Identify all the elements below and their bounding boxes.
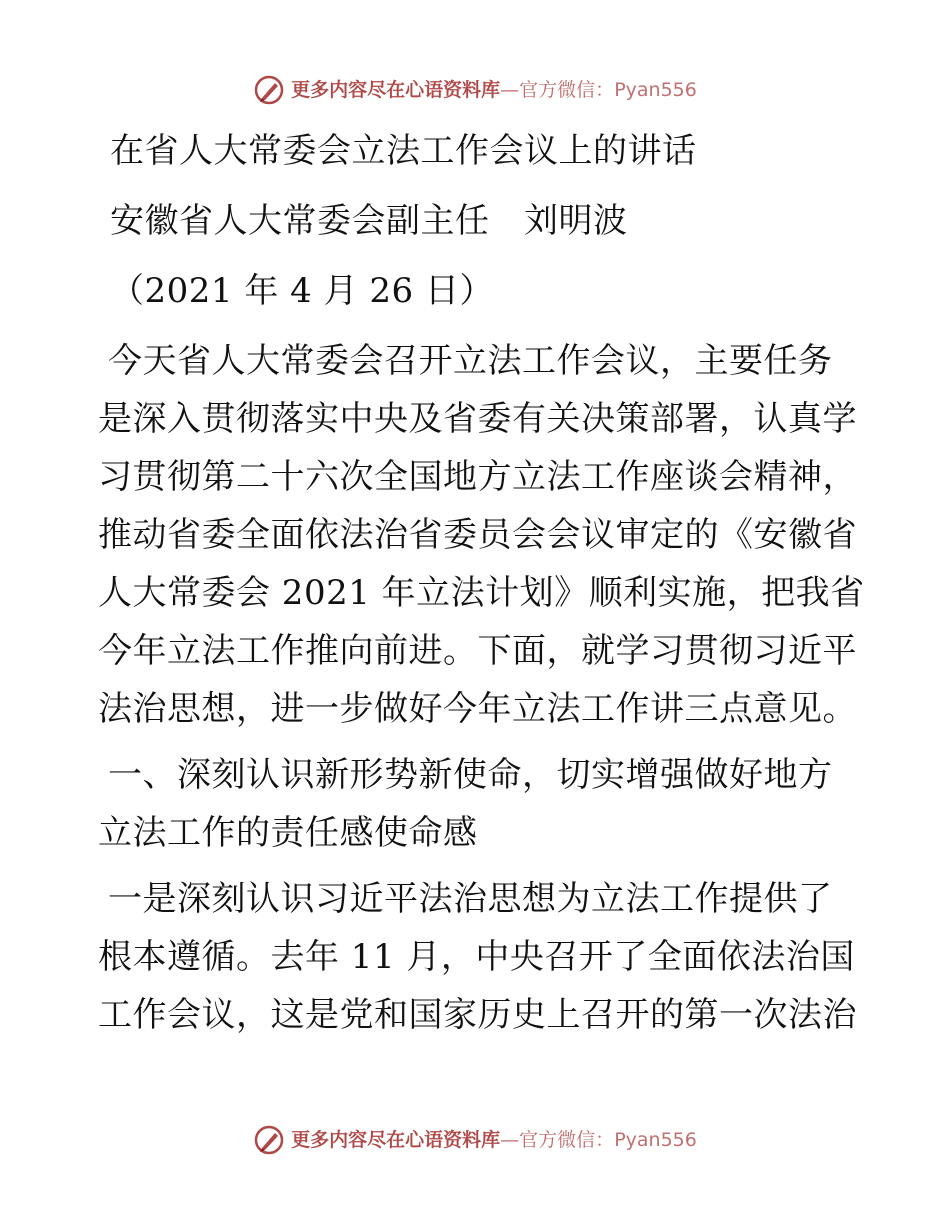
document-body (98, 122, 865, 1044)
pen-logo-icon (253, 74, 285, 106)
paragraph-line: 今年立法工作推向前进。下面，就学习贯彻习近平 (98, 631, 857, 671)
watermark-wechat-id: Pyan556 (614, 79, 697, 101)
paragraph-line: 推动省委全面依法治省委员会会议审定的《安徽省 (98, 515, 857, 555)
watermark-footer (0, 1124, 950, 1156)
watermark-text-head: 更多内容尽在心语资料库 (291, 79, 501, 101)
paragraph-line: 一是深刻认识习近平法治思想为立法工作提供了 (108, 879, 833, 919)
paragraph-line: 工作会议，这是党和国家历史上召开的第一次法治 (98, 995, 857, 1035)
watermark-wechat-id: Pyan556 (614, 1129, 697, 1151)
paragraph-line: 是深入贯彻落实中央及省委有关决策部署，认真学 (98, 399, 857, 439)
pen-logo-icon (253, 1124, 285, 1156)
watermark-header (0, 74, 950, 106)
paragraph-intro (98, 332, 865, 738)
paragraph-line: 今天省人大常委会召开立法工作会议，主要任务 (108, 341, 833, 381)
paragraph-line: 习贯彻第二十六次全国地方立法工作座谈会精神， (98, 457, 857, 497)
paragraph-line: 根本遵循。去年 11 月，中央召开了全面依法治国 (98, 937, 855, 977)
document-date: （2021 年 4 月 26 日） (110, 271, 494, 311)
paragraph-line: 法治思想，进一步做好今年立法工作讲三点意见。 (98, 689, 857, 729)
watermark-text-head: 更多内容尽在心语资料库 (291, 1129, 501, 1151)
document-speaker: 安徽省人大常委会副主任 刘明波 (110, 201, 628, 241)
paragraph-line: 人大常委会 2021 年立法计划》顺利实施，把我省 (98, 573, 865, 613)
section-heading-1 (98, 746, 858, 862)
watermark-dash: — (500, 79, 520, 101)
paragraph-point-1 (98, 870, 858, 1044)
watermark-text-tail: 官方微信： (519, 79, 615, 101)
watermark-dash: — (500, 1129, 520, 1151)
watermark-text-tail: 官方微信： (519, 1129, 615, 1151)
heading-line: 立法工作的责任感使命感 (98, 813, 478, 853)
document-title: 在省人大常委会立法工作会议上的讲话 (110, 131, 697, 171)
heading-line: 一、深刻认识新形势新使命，切实增强做好地方 (108, 755, 833, 795)
